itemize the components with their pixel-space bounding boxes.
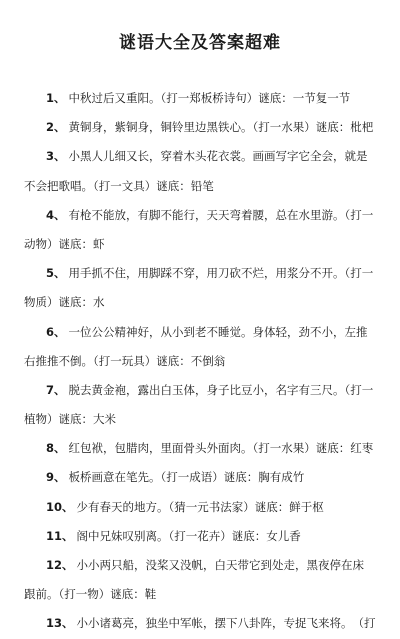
riddle-line	[0, 113, 400, 142]
riddle-number: 6、	[46, 324, 66, 339]
riddle-line	[0, 463, 400, 492]
riddle-text: 一位公公精神好，从小到老不睡觉。身体轻，劲不小，左推	[68, 324, 368, 339]
riddle-item	[0, 376, 400, 434]
riddle-text: 板桥画意在笔先。（打一成语）谜底：胸有成竹	[68, 470, 305, 485]
riddle-line	[0, 522, 400, 551]
riddle-number: 10、	[46, 499, 74, 514]
riddle-line	[0, 609, 400, 638]
riddle-line	[0, 551, 400, 580]
riddle-line	[0, 376, 400, 405]
riddle-continuation-line	[0, 288, 400, 317]
riddle-item	[0, 551, 400, 609]
riddle-list	[0, 84, 400, 639]
riddle-line	[0, 259, 400, 288]
riddle-continuation-line	[0, 405, 400, 434]
riddle-item	[0, 522, 400, 551]
riddle-line	[0, 434, 400, 463]
riddle-text: 动物）谜底：虾	[24, 236, 105, 251]
riddle-text: 物质）谜底：水	[24, 295, 105, 310]
riddle-number: 9、	[46, 470, 66, 485]
riddle-continuation-line	[0, 580, 400, 609]
riddle-item	[0, 434, 400, 463]
riddle-text: 不会把歌唱。（打一文具）谜底：铅笔	[24, 178, 214, 193]
riddle-continuation-line	[0, 230, 400, 259]
riddle-number: 3、	[46, 149, 66, 164]
riddle-line	[0, 142, 400, 171]
riddle-text: 阁中兄妹叹别离。（打一花卉）谜底：女儿香	[76, 528, 301, 543]
riddle-item	[0, 201, 400, 259]
riddle-continuation-line	[0, 347, 400, 376]
page-title: 谜语大全及答案超难	[119, 33, 281, 53]
riddle-item	[0, 609, 400, 638]
riddle-number: 5、	[46, 266, 66, 281]
riddle-text: 植物）谜底：大米	[24, 412, 116, 427]
riddle-number: 12、	[46, 558, 74, 572]
riddle-text: 少有春天的地方。（猜一元书法家）谜底：鲜于枢	[76, 499, 324, 514]
riddle-text: 有枪不能放，有脚不能行，天天弯着腰，总在水里游。（打一	[68, 207, 374, 222]
riddle-text: 右推推不倒。（打一玩具）谜底：不倒翁	[24, 353, 226, 368]
riddle-number: 1、	[46, 91, 66, 105]
riddle-text: 小黑人儿细又长，穿着木头花衣裳。画画写字它全会，就是	[68, 149, 368, 164]
riddle-line	[0, 201, 400, 230]
riddle-text: 小小诸葛亮，独坐中军帐，摆下八卦阵，专捉飞来将。 （打	[76, 616, 376, 631]
riddle-text: 中秋过后又重阳。（打一郑板桥诗句）谜底：一节复一节	[68, 91, 351, 105]
riddle-line	[0, 84, 400, 113]
riddle-number: 7、	[46, 382, 66, 397]
riddle-item	[0, 142, 400, 200]
riddle-text: 用手抓不住，用脚踩不穿，用刀砍不烂，用浆分不开。（打一	[68, 266, 374, 281]
riddle-line	[0, 318, 400, 347]
riddle-item	[0, 318, 400, 376]
riddle-item	[0, 113, 400, 142]
riddle-text: 脱去黄金袍，露出白玉体，身子比豆小，名字有三尺。（打一	[68, 382, 374, 397]
riddle-text: 红包袱，包腊肉，里面骨头外面肉。（打一水果）谜底：红枣	[68, 441, 374, 456]
riddle-item	[0, 493, 400, 522]
riddle-number: 4、	[46, 207, 66, 222]
riddle-number: 11、	[46, 528, 74, 543]
riddle-number: 13、	[46, 616, 74, 631]
riddle-text: 黄铜身，紫铜身，铜铃里边黑铁心。（打一水果）谜底：枇杷	[68, 120, 374, 135]
riddle-text: 跟前。（打一物）谜底：鞋	[24, 587, 157, 602]
riddle-item	[0, 463, 400, 492]
riddle-item	[0, 84, 400, 113]
riddle-item	[0, 259, 400, 317]
riddle-number: 8、	[46, 441, 66, 456]
riddle-continuation-line	[0, 172, 400, 201]
riddle-number: 2、	[46, 120, 66, 135]
riddle-text: 小小两只船，没桨又没帆，白天带它到处走，黑夜停在床	[76, 558, 365, 572]
riddle-line	[0, 493, 400, 522]
